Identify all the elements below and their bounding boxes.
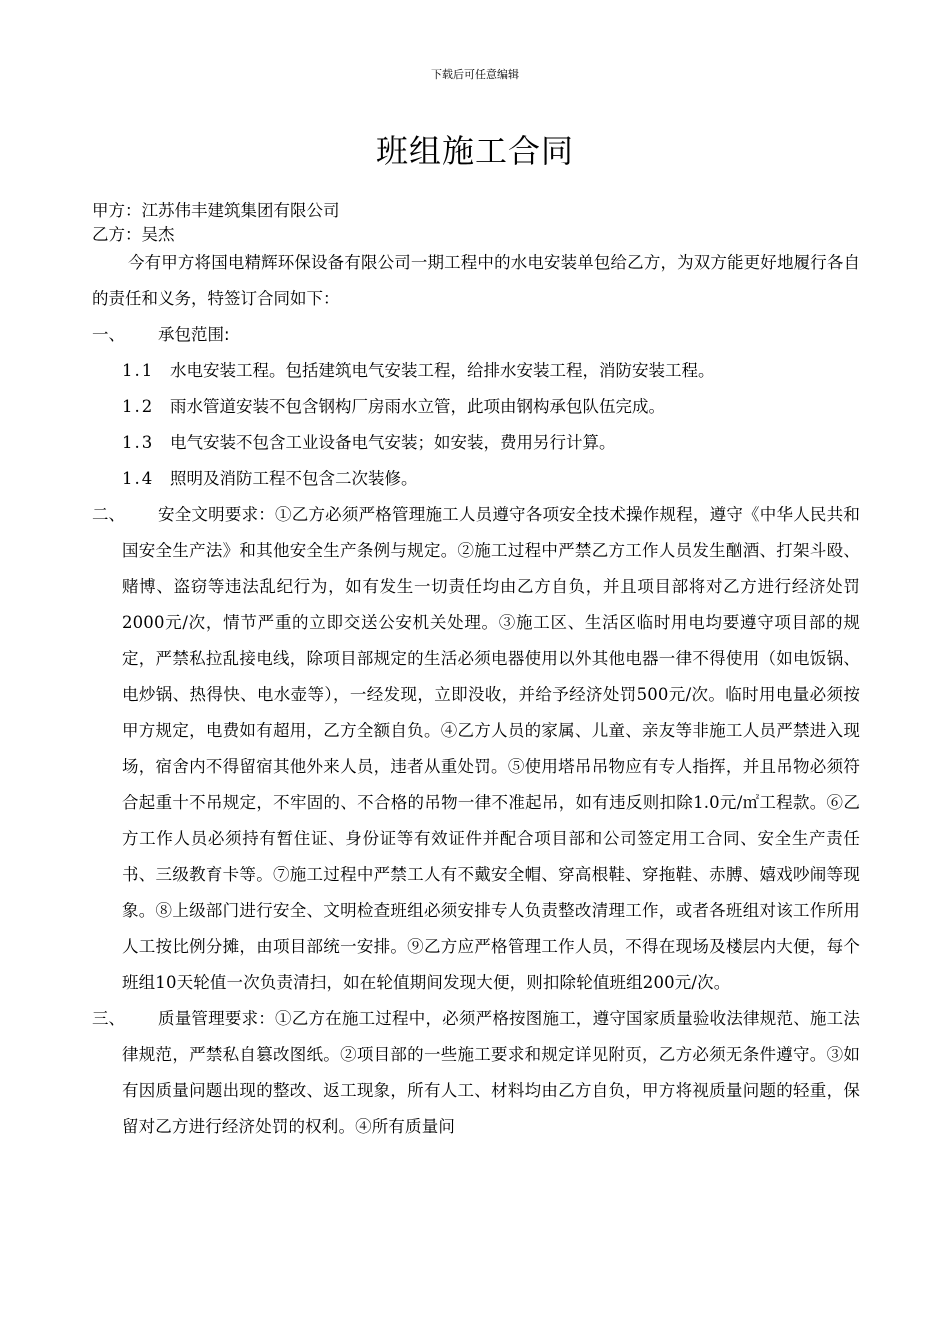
item-text: 水电安装工程。包括建筑电气安装工程，给排水安装工程，消防安装工程。 — [170, 361, 715, 380]
item-number: 1.2 — [122, 397, 155, 416]
section-number: 三、 — [92, 1009, 125, 1028]
section-heading: 质量管理要求： — [158, 1009, 276, 1028]
item-text: 照明及消防工程不包含二次装修。 — [170, 469, 418, 488]
party-b: 乙方：吴杰 — [92, 225, 175, 244]
list-item — [122, 425, 860, 461]
contract-body — [92, 245, 860, 1145]
section-text — [122, 1001, 860, 1145]
document-title: 班组施工合同 — [375, 132, 574, 170]
section-number: 一、 — [92, 325, 125, 344]
section-heading: 安全文明要求： — [158, 505, 276, 524]
item-text: 雨水管道安装不包含钢构厂房雨水立管，此项由钢构承包队伍完成。 — [170, 397, 665, 416]
list-item — [122, 389, 860, 425]
party-a: 甲方：江苏伟丰建筑集团有限公司 — [92, 201, 340, 220]
list-item — [122, 461, 860, 497]
section-number: 二、 — [92, 505, 125, 524]
section-text — [122, 497, 860, 1001]
list-item — [122, 353, 860, 389]
item-text: 电气安装不包含工业设备电气安装；如安装，费用另行计算。 — [170, 433, 616, 452]
section-quality — [92, 1001, 860, 1145]
section-body: ①乙方在施工过程中，必须严格按图施工，遵守国家质量验收法律规范、施工法律规范，严禁私自篡改图纸。②项目部的一些施工要求和规定详见附页，乙方必须无条件遵守。③如有因质量问题出现的整改、返工现象，所有人工、材料均由乙方自负，甲方将视质量问题的轻重，保留对乙方进行经济处罚的权利。④所有质量问 — [122, 1009, 860, 1136]
intro-paragraph: 今有甲方将国电精辉环保设备有限公司一期工程中的水电安装单包给乙方，为双方能更好地履行各自的责任和义务，特签订合同如下： — [92, 253, 860, 308]
section-safety — [92, 497, 860, 1001]
item-number: 1.4 — [122, 469, 155, 488]
section-scope — [92, 317, 860, 497]
section-heading-row — [122, 317, 860, 353]
item-number: 1.3 — [122, 433, 155, 452]
item-number: 1.1 — [122, 361, 155, 380]
section-heading: 承包范围: — [158, 325, 230, 344]
section-body: ①乙方必须严格管理施工人员遵守各项安全技术操作规程，遵守《中华人民共和国安全生产法》和其他安全生产条例与规定。②施工过程中严禁乙方工作人员发生酗酒、打架斗殴、赌博、盗窃等违法乱纪行为，如有发生一切责任均由乙方自负，并且项目部将对乙方进行经济处罚2000元/次，情节严重的立即交送公安机关处理。③施工区、生活区临时用电均要遵守项目部的规定，严禁私拉乱接电线，除项目部规定的生活必须电器使用以外其他电器一律不得使用（如电饭锅、电炒锅、热得快、电水壶等），一经发现，立即没收，并给予经济处罚500元/次。临时用电量必须按甲方规定，电费如有超用，乙方全额自负。④乙方人员的家属、儿童、亲友等非施工人员严禁进入现场，宿舍内不得留宿其他外来人员，违者从重处罚。⑤使用塔吊吊物应有专人指挥，并且吊物必须符合起重十不吊规定，不牢固的、不合格的吊物一律不准起吊，如有违反则扣除1.0元/㎡工程款。⑥乙方工作人员必须持有暂住证、身份证等有效证件并配合项目部和公司签定用工合同、安全生产责任书、三级教育卡等。⑦施工过程中严禁工人有不戴安全帽、穿高根鞋、穿拖鞋、赤膊、嬉戏吵闹等现象。⑧上级部门进行安全、文明检查班组必须安排专人负责整改清理工作，或者各班组对该工作所用人工按比例分摊，由项目部统一安排。⑨乙方应严格管理工作人员，不得在现场及楼层内大便，每个班组10天轮值一次负责清扫，如在轮值期间发现大便，则扣除轮值班组200元/次。 — [122, 505, 860, 992]
header-note: 下载后可任意编辑 — [431, 68, 519, 81]
